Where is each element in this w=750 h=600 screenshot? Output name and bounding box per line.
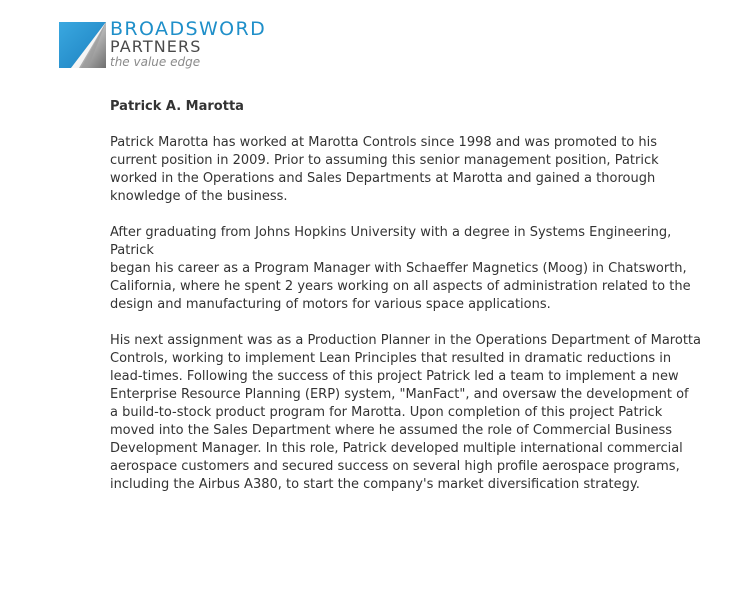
text-line: lead-times. Following the success of this project Patrick led a team to implement a new <box>110 369 679 384</box>
bio-content <box>110 98 720 512</box>
text-line: Controls, working to implement Lean Principles that resulted in dramatic reductions in <box>110 351 672 366</box>
text-line: Enterprise Resource Planning (ERP) system, "ManFact", and oversaw the development of <box>110 387 689 402</box>
text-line: design and manufacturing of motors for various space applications. <box>110 297 551 312</box>
bio-paragraph-3 <box>110 332 720 494</box>
text-line: moved into the Sales Department where he assumed the role of Commercial Business <box>110 423 673 438</box>
text-line: Development Manager. In this role, Patrick developed multiple international commercial <box>110 441 683 456</box>
text-line: His next assignment was as a Production Planner in the Operations Department of Marotta <box>110 333 701 348</box>
text-line: including the Airbus A380, to start the company's market diversification strategy. <box>110 477 640 492</box>
text-line: knowledge of the business. <box>110 189 288 204</box>
text-line: Patrick <box>110 243 154 258</box>
text-line: worked in the Operations and Sales Departments at Marotta and gained a thorough <box>110 171 656 186</box>
logo-name-broadsword: BROADSWORD <box>110 18 267 40</box>
logo-tagline: the value edge <box>110 55 201 69</box>
company-logo[interactable] <box>59 18 339 71</box>
text-line: current position in 2009. Prior to assuming this senior management position, Patrick <box>110 153 659 168</box>
text-line: aerospace customers and secured success on several high profile aerospace programs, <box>110 459 680 474</box>
bio-paragraph-1 <box>110 134 720 206</box>
logo-name-partners: PARTNERS <box>110 37 202 56</box>
broadsword-logo-icon <box>59 22 106 68</box>
text-line: After graduating from Johns Hopkins University with a degree in Systems Engineering, <box>110 225 672 240</box>
bio-name-heading: Patrick A. Marotta <box>110 99 244 114</box>
text-line: California, where he spent 2 years working on all aspects of administration related to the <box>110 279 691 294</box>
text-line: a build-to-stock product program for Marotta. Upon completion of this project Patrick <box>110 405 663 420</box>
bio-paragraph-2 <box>110 224 720 314</box>
text-line: began his career as a Program Manager with Schaeffer Magnetics (Moog) in Chatsworth, <box>110 261 687 276</box>
text-line: Patrick Marotta has worked at Marotta Controls since 1998 and was promoted to his <box>110 135 658 150</box>
